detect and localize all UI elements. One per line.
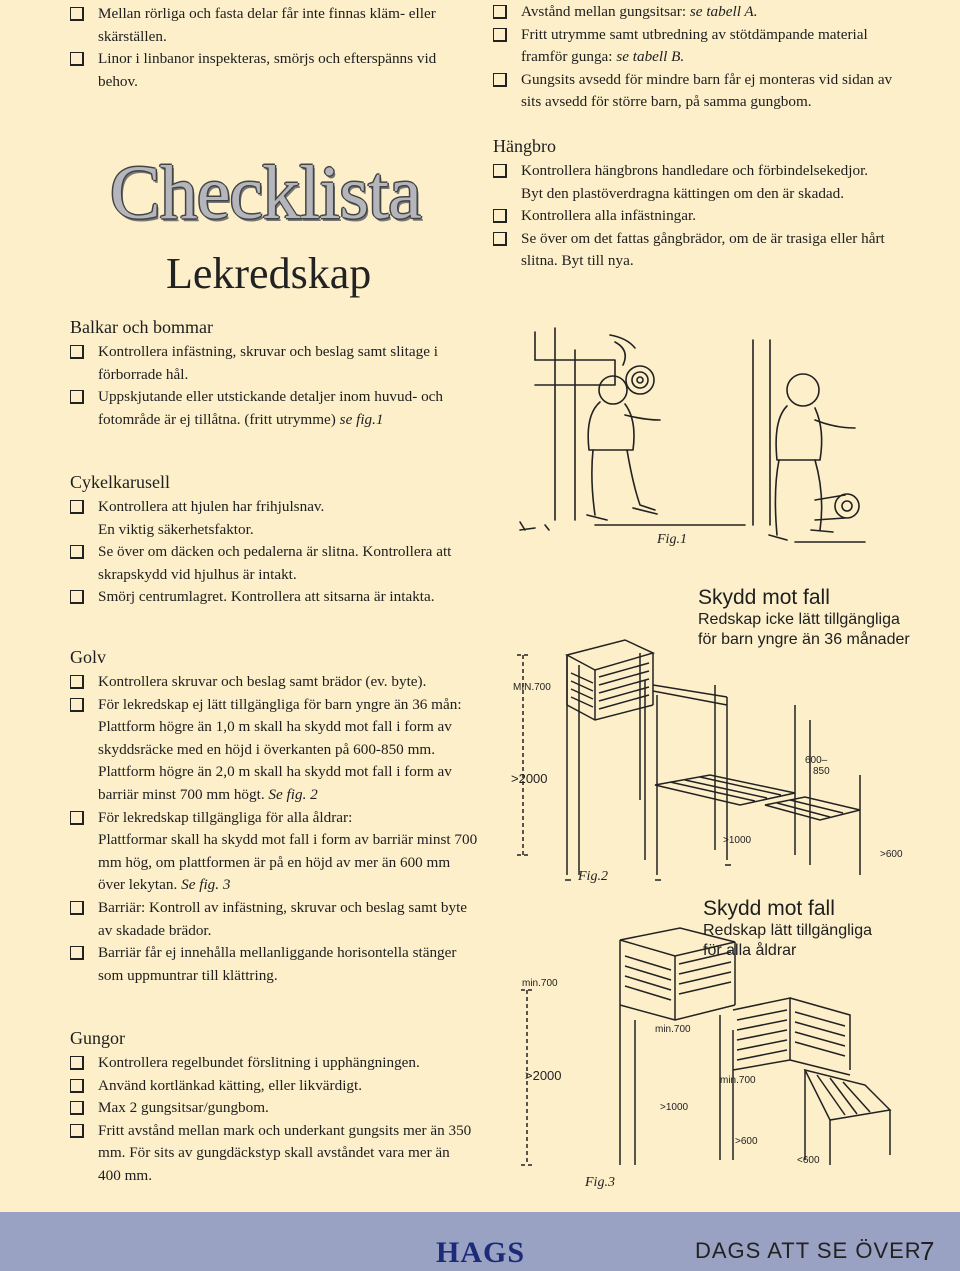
checkbox-icon[interactable] [70, 1079, 84, 1093]
checkbox-icon[interactable] [70, 675, 84, 689]
page-subtitle: Lekredskap [166, 249, 372, 298]
reference-text: se tabell A. [689, 3, 758, 20]
checklist-item[interactable]: Barriär får ej innehålla mellanliggande horisontella stänger som uppmuntrar till klättring. [70, 942, 480, 987]
caption-line: för barn yngre än 36 månader [698, 631, 910, 648]
checkbox-icon[interactable] [70, 545, 84, 559]
dimension-label: >600 [735, 1136, 758, 1147]
checklist-item[interactable]: Linor i linbanor inspekteras, smörjs och efterspänns vid behov. [70, 48, 470, 93]
checklist-item[interactable]: Kontrollera alla infästningar. [493, 205, 913, 228]
checklist-item[interactable]: Uppskjutande eller utstickande detaljer inom huvud- och fotområde är ej tillåtna. (fritt utrymme) se fig.1 [70, 386, 475, 431]
checkbox-icon[interactable] [70, 698, 84, 712]
section-golv [70, 645, 480, 987]
checkbox-icon[interactable] [493, 232, 507, 246]
checklist-item[interactable]: Se över om det fattas gångbrädor, om de är trasiga eller hårt slitna. Byt till nya. [493, 228, 913, 273]
caption-line: Redskap lätt tillgängliga [703, 922, 872, 939]
footer-tagline: DAGS ATT SE ÖVER [695, 1238, 922, 1263]
reference-text: se fig.1 [339, 410, 384, 428]
section-heading: Gungor [70, 1028, 125, 1048]
checkbox-icon[interactable] [70, 390, 84, 404]
section-hangbro [493, 134, 913, 273]
checkbox-icon[interactable] [70, 7, 84, 21]
figure-2-illustration [505, 625, 915, 885]
checklist-item[interactable]: Mellan rörliga och fasta delar får inte finnas kläm- eller skärställen. [70, 3, 470, 48]
checklist-item[interactable]: Smörj centrumlagret. Kontrollera att sitsarna är intakta. [70, 586, 475, 609]
checklist-item[interactable]: Använd kortlänkad kätting, eller likvärdigt. [70, 1075, 475, 1098]
checkbox-icon[interactable] [70, 1101, 84, 1115]
dimension-label: >2000 [511, 771, 548, 786]
top-left-list [70, 3, 470, 93]
checkbox-icon[interactable] [70, 52, 84, 66]
figure-1-illustration [515, 320, 885, 550]
checkbox-icon[interactable] [493, 28, 507, 42]
dimension-label: <600 [797, 1155, 820, 1166]
checklist-item[interactable]: Kontrollera att hjulen har frihjulsnav. En viktig säkerhetsfaktor. [70, 496, 475, 541]
section-gungor [70, 1026, 475, 1188]
checkbox-icon[interactable] [493, 73, 507, 87]
checkbox-icon[interactable] [70, 590, 84, 604]
checkbox-icon[interactable] [70, 1124, 84, 1138]
page-title: Checklista [110, 151, 421, 235]
checkbox-icon[interactable] [70, 901, 84, 915]
dimension-label: >1000 [660, 1102, 689, 1113]
checkbox-icon[interactable] [493, 164, 507, 178]
checklist-item[interactable]: Se över om däcken och pedalerna är slitna. Kontrollera att skrapskydd vid hjulhus är intakt. [70, 541, 475, 586]
reference-text: Se fig. 3 [181, 876, 231, 894]
section-cykelkarusell [70, 470, 475, 609]
figure-3-label: Fig.3 [585, 1175, 615, 1190]
caption-line: Redskap icke lätt tillgängliga [698, 611, 900, 628]
dimension-label: min.700 [655, 1024, 691, 1035]
section-heading: Balkar och bommar [70, 317, 213, 337]
dimension-label: 600– [805, 755, 828, 766]
section-heading: Golv [70, 647, 106, 667]
dimension-label: >2000 [525, 1068, 562, 1083]
checklist-item[interactable]: Kontrollera infästning, skruvar och beslag samt slitage i förborrade hål. [70, 341, 475, 386]
checklist-item[interactable]: Fritt utrymme samt utbredning av stötdämpande material framför gunga: se tabell B. [493, 24, 913, 69]
caption-title: Skydd mot fall [698, 586, 830, 609]
checkbox-icon[interactable] [70, 500, 84, 514]
checkbox-icon[interactable] [70, 345, 84, 359]
dimension-label: min.700 [720, 1075, 756, 1086]
checklist-item[interactable]: Kontrollera regelbundet förslitning i upphängningen. [70, 1052, 475, 1075]
checkbox-icon[interactable] [493, 209, 507, 223]
figure-3-illustration [505, 920, 905, 1170]
dimension-label: 850 [813, 766, 830, 777]
figure-2-label: Fig.2 [578, 869, 608, 884]
caption-title: Skydd mot fall [703, 897, 835, 920]
figure-1-label: Fig.1 [657, 532, 687, 547]
section-balkar [70, 315, 475, 431]
caption-line: för alla åldrar [703, 942, 797, 959]
dimension-label: >600 [880, 849, 903, 860]
checklist-item[interactable]: Barriär: Kontroll av infästning, skruvar och beslag samt byte av skadade brädor. [70, 897, 480, 942]
checkbox-icon[interactable] [70, 946, 84, 960]
section-heading: Cykelkarusell [70, 472, 170, 492]
page-number: 7 [920, 1236, 935, 1266]
reference-text: Se fig. 2 [268, 785, 318, 803]
dimension-label: min.700 [522, 978, 558, 989]
checklist-item[interactable]: Avstånd mellan gungsitsar: se tabell A. [493, 1, 913, 24]
checklist-item[interactable]: Kontrollera skruvar och beslag samt brädor (ev. byte). [70, 671, 480, 694]
section-heading: Hängbro [493, 136, 556, 156]
checklist-item[interactable]: För lekredskap ej lätt tillgängliga för barn yngre än 36 mån: Plattform högre än 1,0 m skall ha skydd mot fall i form av skyddsräcke med en höjd i överkanten på 600-850 mm. Plattform högre än 2,0 m skall ha skydd mot fall i form av barriär minst 700 mm högt. Se fig. 2 [70, 694, 480, 807]
checkbox-icon[interactable] [70, 1056, 84, 1070]
checklist-item[interactable]: Gungsits avsedd för mindre barn får ej monteras vid sidan av sits avsedd för större barn, på samma gungbom. [493, 69, 913, 114]
reference-text: se tabell B. [616, 48, 685, 66]
top-right-list [493, 1, 913, 114]
dimension-label: MIN.700 [513, 682, 551, 693]
checkbox-icon[interactable] [493, 5, 507, 19]
checklist-item[interactable]: För lekredskap tillgängliga för alla åldrar: Plattformar skall ha skydd mot fall i form av barriär minst 700 mm hög, om plattformen är på en höjd av mer än 600 mm över lekytan. Se fig. 3 [70, 807, 480, 897]
checkbox-icon[interactable] [70, 811, 84, 825]
dimension-label: >1000 [723, 835, 752, 846]
checklist-item[interactable]: Kontrollera hängbrons handledare och förbindelsekedjor. Byt den plastöverdragna kättingen om den är skadad. [493, 160, 913, 205]
checklist-item[interactable]: Fritt avstånd mellan mark och underkant gungsits mer än 350 mm. För sits av gungdäckstyp skall avståndet vara mer än 400 mm. [70, 1120, 475, 1188]
checklist-item[interactable]: Max 2 gungsitsar/gungbom. [70, 1097, 475, 1120]
brand-logo: HAGS [436, 1236, 526, 1269]
